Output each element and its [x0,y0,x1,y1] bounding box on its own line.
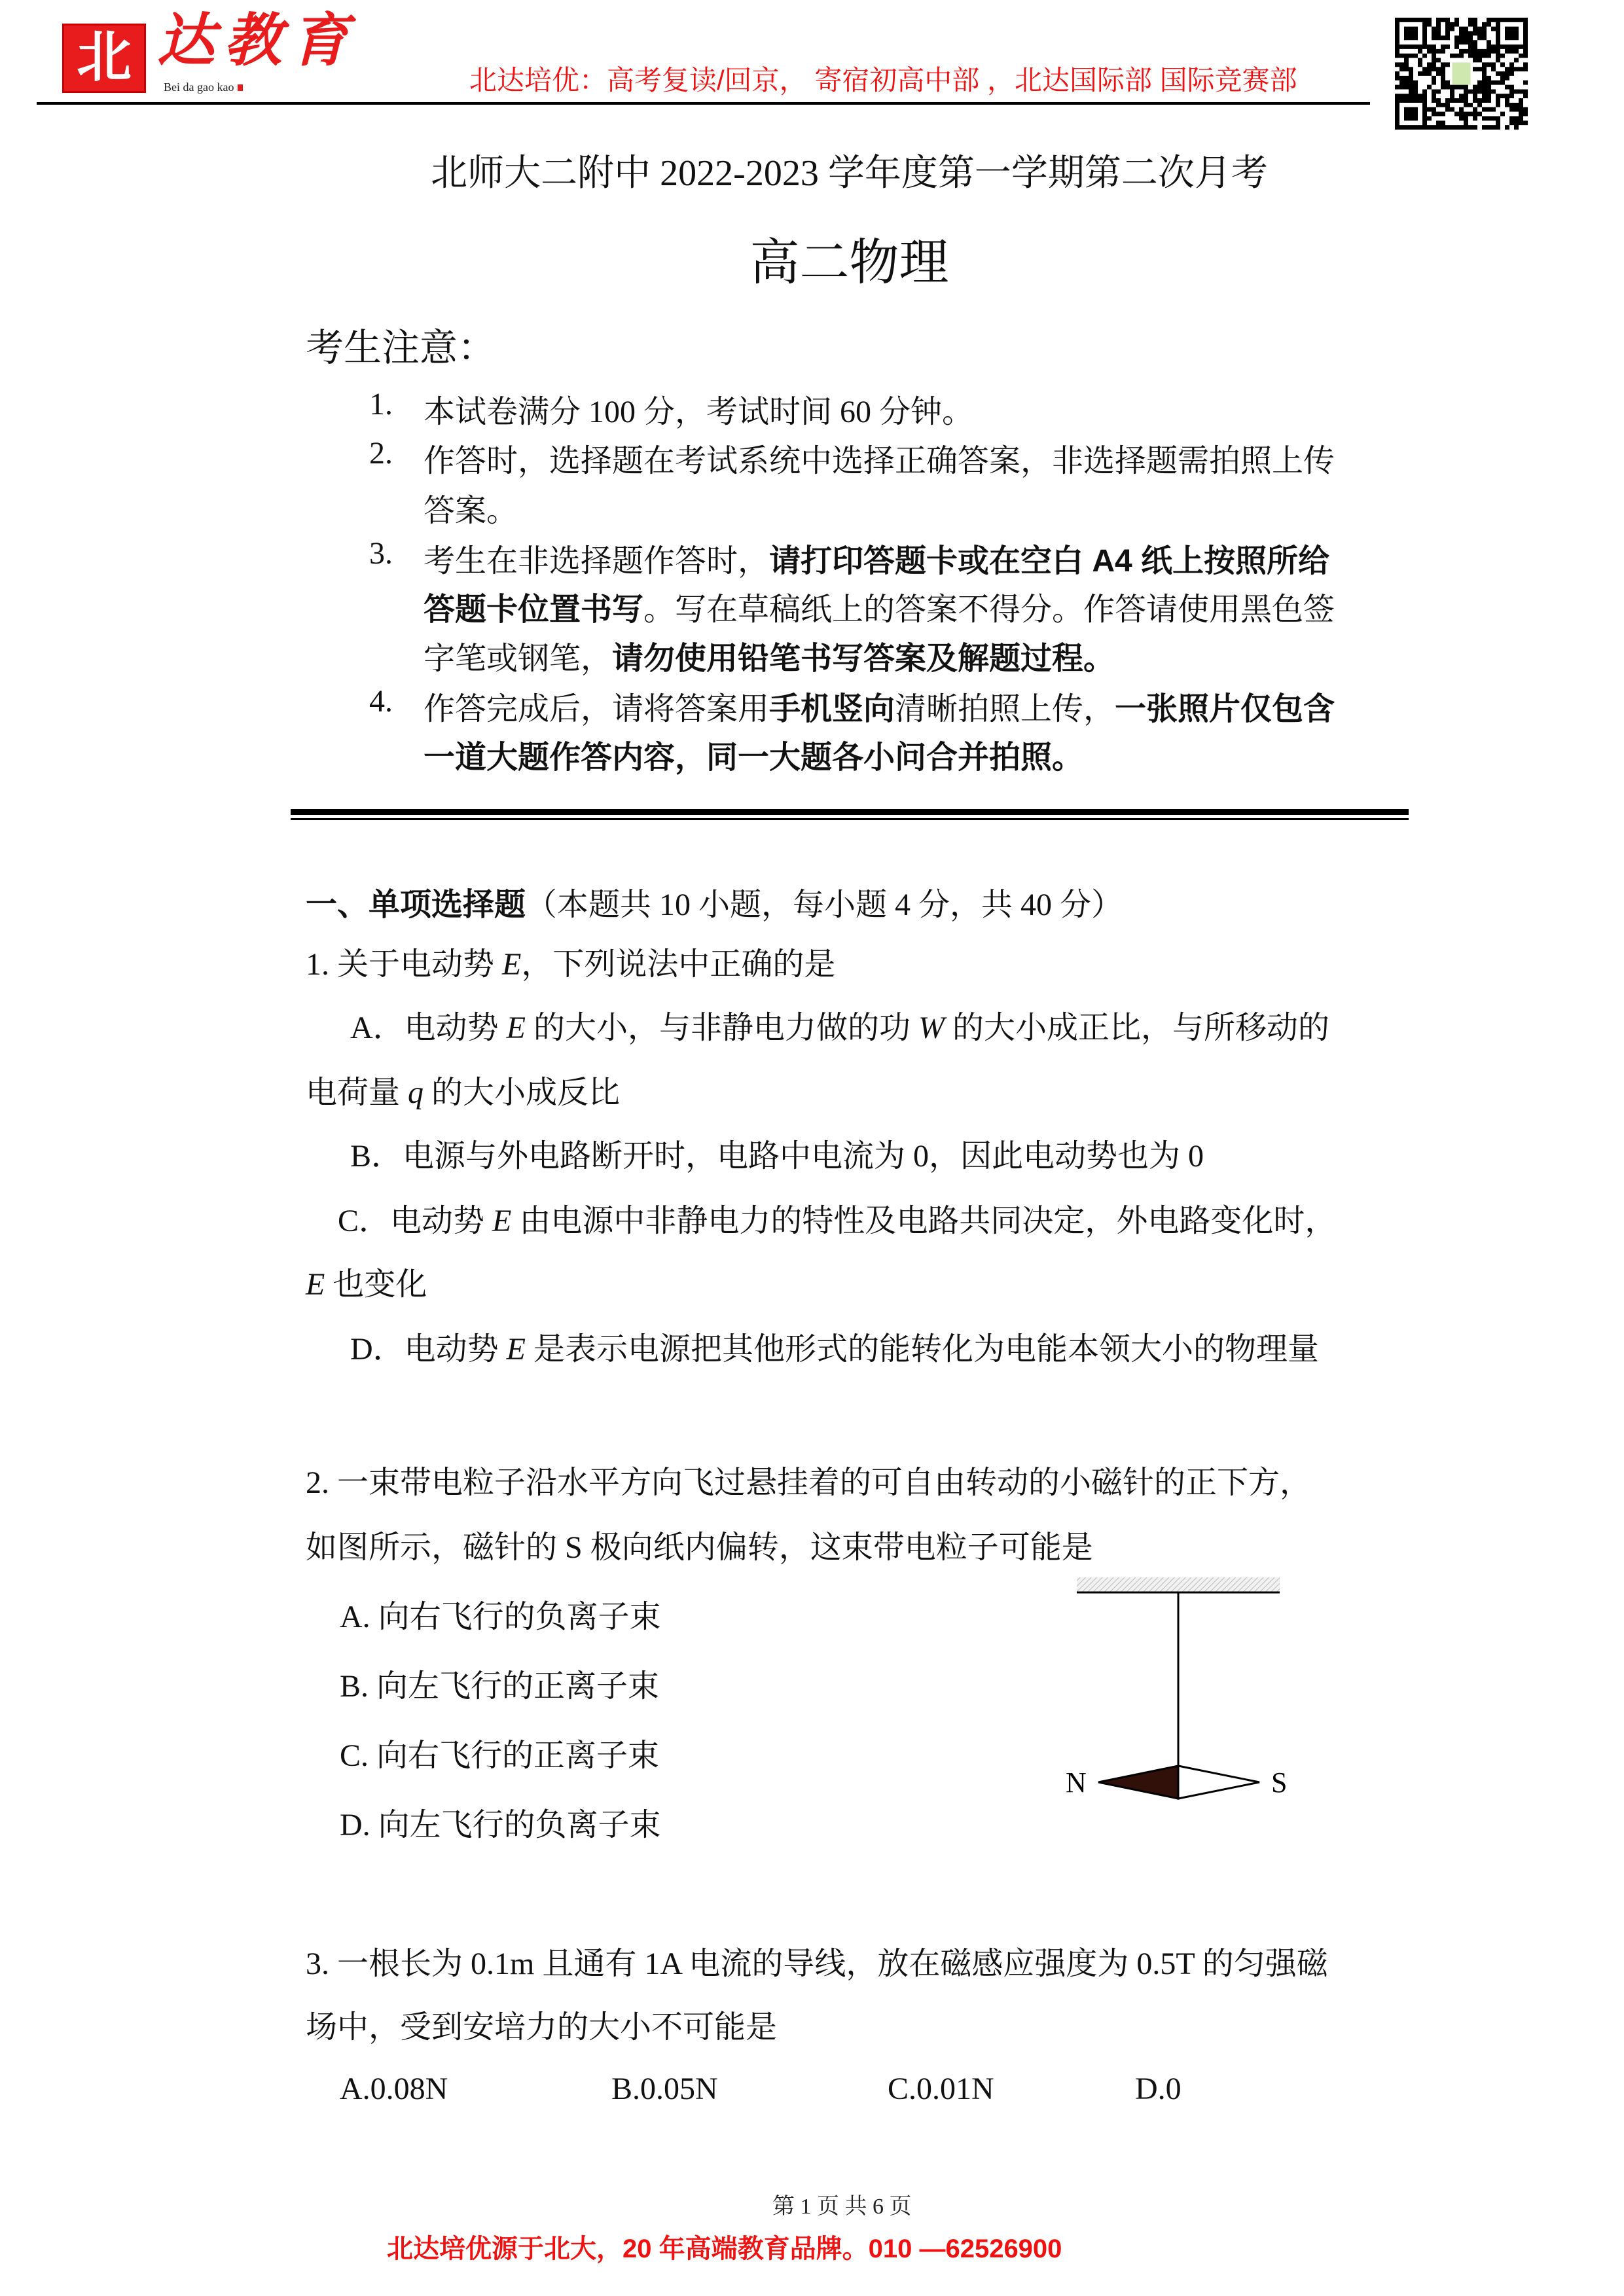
text: 由电源中非静电力的特性及电路共同决定，外电路变化时， [511,1204,1337,1238]
notice-item-3-line [424,535,1329,581]
q2-option-d: D. 向左飞行的负离子束 [340,1808,661,1842]
q2-option-c: C. 向右飞行的正离子束 [340,1738,660,1773]
var: W [918,1011,945,1045]
notice-num: 3. [369,536,393,571]
q2-option-a: A. 向右飞行的负离子束 [340,1600,661,1634]
var: E [492,1204,512,1238]
q3-stem-line: 场中，受到安培力的大小不可能是 [306,2010,778,2045]
text: 考生在非选择题作答时， [424,544,770,579]
bold-text: 答题卡位置书写 [424,592,644,627]
section-heading [306,879,1123,924]
q1-option-d [350,1323,1319,1369]
label-n: N [1066,1767,1087,1799]
exam-subject: 高二物理 [749,236,949,291]
text: 的大小，与非静电力做的功 [526,1011,919,1045]
section-desc: （本题共 10 小题，每小题 4 分，共 40 分） [526,888,1123,922]
notice-num: 1. [369,387,393,422]
text: 的大小成反比 [424,1075,621,1110]
q3-option-b: B.0.05N [611,2072,718,2106]
notice-item-4-line [424,732,1083,777]
notice-item-2-line: 答案。 [424,493,518,528]
needle-n-pole [1098,1766,1178,1799]
q3-option-d: D.0 [1135,2072,1182,2106]
notice-item-2-line: 作答时，选择题在考试系统中选择正确答案，非选择题需拍照上传 [424,444,1335,478]
text: 字笔或钢笔， [424,641,613,676]
logo-name: 达教育 [157,10,358,73]
magnetic-needle-figure [1047,1571,1322,1833]
section-rule-thick [291,809,1409,815]
ceiling-hatch [1077,1577,1280,1592]
text: A．电动势 [350,1011,507,1045]
q3-option-c: C.0.01N [888,2072,994,2106]
q2-option-b: B. 向左飞行的正离子束 [340,1669,660,1704]
var: E [306,1267,325,1302]
q3-option-a: A.0.08N [340,2072,448,2106]
qr-code-icon [1395,18,1528,130]
text: C．电动势 [338,1204,493,1238]
bold-text: 请打印答题卡或在空白 A4 纸上按照所给 [769,544,1330,579]
text: 1. 关于电动势 [306,947,503,982]
notice-item-3-line [424,633,1115,678]
section-title: 一、单项选择题 [306,888,526,922]
label-s: S [1271,1767,1288,1799]
notice-item-3-line [424,584,1335,629]
exam-title: 北师大二附中 2022-2023 学年度第一学期第二次月考 [431,153,1268,194]
var: E [506,1332,526,1367]
needle-s-pole [1178,1766,1259,1799]
page-number: 第 1 页 共 6 页 [772,2195,912,2219]
notice-item-4-line [424,683,1335,728]
var: q [408,1075,424,1110]
text: D．电动势 [350,1332,507,1367]
q1-option-c-cont [306,1259,427,1304]
header-divider [37,102,1370,105]
logo-mark: 北 [62,24,146,93]
logo-subtitle-text: Bei da gao kao [164,81,234,94]
q1-option-c [338,1195,1336,1240]
bold-text: 一道大题作答内容，同一大题各小问合并拍照。 [424,740,1084,775]
q2-stem-line: 如图所示，磁针的 S 极向纸内偏转，这束带电粒子可能是 [306,1530,1093,1565]
footer-slogan: 北达培优源于北大，20 年高端教育品牌。010 —62526900 [387,2234,1062,2263]
notice-heading: 考生注意： [306,327,496,369]
bold-text: 请勿使用铅笔书写答案及解题过程。 [612,641,1115,676]
logo-subtitle [164,80,243,94]
var: E [502,947,522,982]
text: ，下列说法中正确的是 [521,947,836,982]
text: 清晰拍照上传， [895,692,1115,726]
text: 是表示电源把其他形式的能转化为电能本领大小的物理量 [526,1332,1320,1367]
var: E [506,1011,526,1045]
text: 电荷量 [306,1075,408,1110]
text: 也变化 [325,1267,427,1302]
bold-text: 一张照片仅包含 [1115,692,1335,726]
text: 作答完成后，请将答案用 [424,692,770,726]
q3-stem-line: 3. 一根长为 0.1m 且通有 1A 电流的导线，放在磁感应强度为 0.5T 的匀强磁 [306,1946,1328,1981]
text: 的大小成正比，与所移动的 [945,1011,1330,1045]
section-rule-thin [291,818,1409,820]
notice-num: 2. [369,436,393,471]
notice-num: 4. [369,684,393,719]
bold-text: 手机竖向 [769,692,895,726]
header-tagline: 北达培优：高考复读/回京， 寄宿初高中部 ，北达国际部 国际竞赛部 [469,65,1297,96]
q1-option-a [350,1002,1329,1047]
q1-option-b: B．电源与外电路断开时，电路中电流为 0，因此电动势也为 0 [350,1139,1204,1174]
text: 。写在草稿纸上的答案不得分。作答请使用黑色签 [643,592,1335,627]
notice-item-1: 本试卷满分 100 分，考试时间 60 分钟。 [424,395,974,429]
qr-center-logo [1453,62,1471,84]
logo-square-icon [238,84,243,91]
q1-stem [306,939,835,984]
q1-option-a-cont [306,1067,620,1112]
q2-stem-line: 2. 一束带电粒子沿水平方向飞过悬挂着的可自由转动的小磁针的正下方， [306,1465,1312,1500]
